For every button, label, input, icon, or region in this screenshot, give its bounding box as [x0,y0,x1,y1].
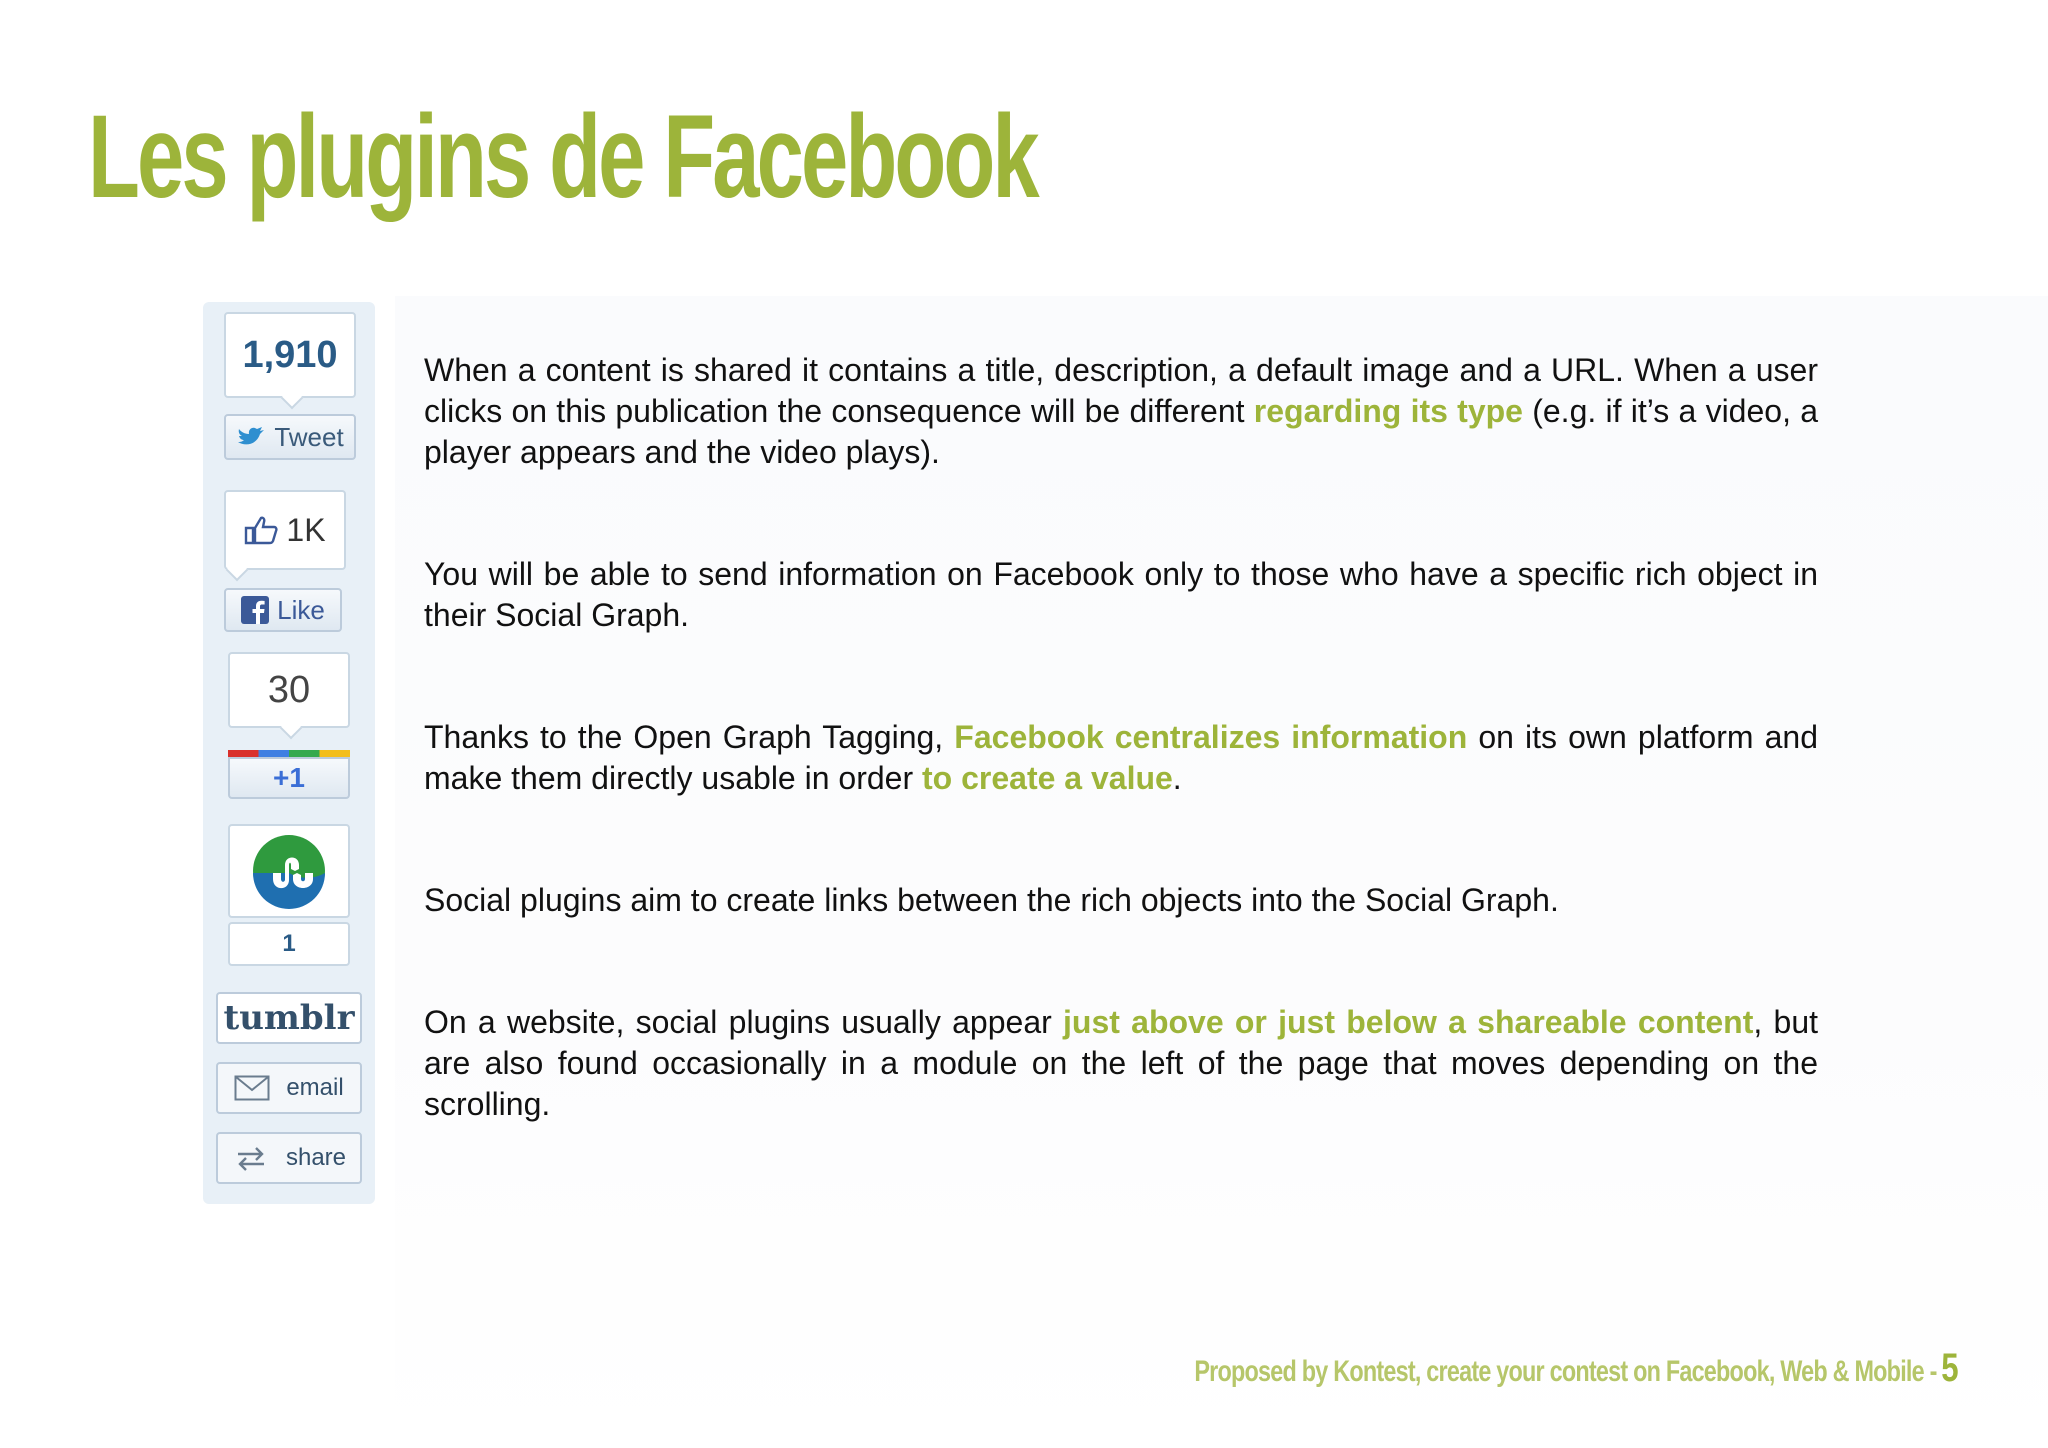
plusone-label: +1 [273,762,305,793]
tweet-count: 1,910 [242,333,338,376]
share-label: share [285,1144,347,1171]
paragraph-rich-object: You will be able to send information on Facebook only to those who have a specific rich object in their Social Graph. [424,556,1818,633]
like-count: 1K [286,511,326,548]
tweet-label: Tweet [274,421,344,452]
page-title: Les plugins de Facebook [88,91,1037,223]
stumbleupon-count-box [228,922,350,966]
plusone-button[interactable] [228,757,350,799]
thumbs-up-icon [244,515,278,545]
highlight-text: just above or just below a shareable content [1063,1004,1754,1040]
text-run: . [1172,760,1182,796]
text-run: Thanks to the Open Graph Tagging, [424,719,955,755]
share-button[interactable] [216,1132,362,1184]
email-label: email [286,1074,344,1101]
text-run: On a website, social plugins usually appear [424,1004,1064,1040]
facebook-icon [241,596,269,624]
tumblr-label: tumblr [223,998,355,1038]
stumbleupon-badge[interactable] [228,824,350,918]
like-count-box [224,490,346,570]
text-run: on its own platform and make them directly usable in order [424,719,1819,796]
highlight-text: regarding its type [1253,393,1523,429]
footer-text: Proposed by Kontest, create your contest on Facebook, Web & Mobile - [1194,1355,1937,1388]
page-footer [1194,1346,1958,1391]
text-run: , but are also found occasionally in a module on the left of the page that moves depending on the scrolling. [424,1004,1819,1122]
paragraph-plugin-placement [424,1002,1818,1125]
paragraph-social-plugins-aim: Social plugins aim to create links between the rich objects into the Social Graph. [424,882,1559,918]
stumbleupon-icon [251,833,327,909]
like-button[interactable] [224,588,342,632]
tumblr-button[interactable] [216,992,362,1044]
social-plugins-sidebar [203,302,375,1204]
email-button[interactable] [216,1062,362,1114]
page-number: 5 [1941,1346,1958,1390]
paragraph-open-graph [424,717,1818,799]
paragraph-shared-content [424,350,1818,473]
tweet-count-box [224,312,356,398]
share-arrows-icon [232,1144,270,1172]
text-run: When a content is shared it contains a title, description, a default image and a URL. When a user clicks on this publication the consequence will be different [424,352,1818,429]
tweet-button[interactable] [224,414,356,460]
plusone-count: 30 [267,668,311,711]
twitter-bird-icon [236,426,266,448]
stumbleupon-count: 1 [282,930,296,957]
content-paragraphs [424,350,1818,1125]
text-run: (e.g. if it’s a video, a player appears and the video plays). [424,393,1819,470]
like-label: Like [277,594,325,625]
plusone-count-box [228,652,350,728]
highlight-text: Facebook centralizes information [954,719,1468,755]
envelope-icon [234,1075,270,1101]
highlight-text: to create a value [922,760,1173,796]
